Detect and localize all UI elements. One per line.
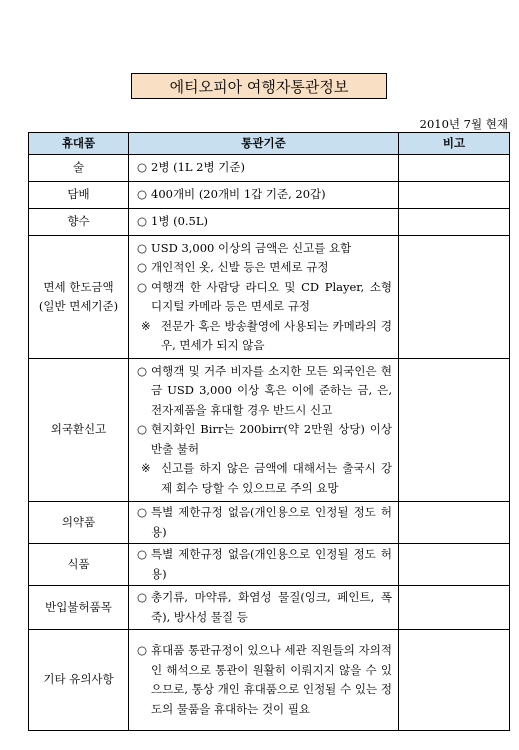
header-item: 휴대품 xyxy=(29,133,129,155)
bullet-circle-icon: ○ xyxy=(137,279,148,294)
date-note: 2010년 7월 현재 xyxy=(419,117,508,131)
table-row xyxy=(29,209,510,236)
table-row xyxy=(29,502,510,544)
rule-line xyxy=(137,258,392,278)
rule-cell xyxy=(129,502,399,544)
item-label: 의약품 xyxy=(61,514,96,529)
rule-line xyxy=(137,317,392,356)
table-header-row xyxy=(29,133,510,155)
table-row xyxy=(29,544,510,586)
item-cell xyxy=(29,209,129,236)
rule-cell xyxy=(129,359,399,502)
table-row xyxy=(29,359,510,502)
table-row xyxy=(29,236,510,359)
item-cell xyxy=(29,502,129,544)
rule-line xyxy=(137,641,392,719)
bullet-circle-icon: ○ xyxy=(137,160,148,175)
rule-text: 신고를 하지 않은 금액에 대해서는 출국시 강제 회수 당할 수 있으므로 주의 요망 xyxy=(161,461,392,495)
note-cell xyxy=(399,155,510,182)
item-cell xyxy=(29,586,129,630)
rule-cell xyxy=(129,182,399,209)
rule-line xyxy=(137,362,392,421)
rule-line xyxy=(137,239,392,259)
rule-text: 휴대품 통관규정이 있으나 세관 직원들의 자의적인 해석으로 통관이 원활히 이뤄지지 않을 수 있으므로, 통상 개인 휴대품으로 인정될 수 있는 정도의 물품을 휴대하는 것이 필요 xyxy=(151,643,392,716)
rule-text: 여행객 한 사람당 라디오 및 CD Player, 소형 디지털 카메라 등은 면세로 규정 xyxy=(151,279,392,313)
item-label: (일반 면세기준) xyxy=(38,299,119,313)
note-cell xyxy=(399,586,510,630)
note-cell xyxy=(399,182,510,209)
bullet-circle-icon: ○ xyxy=(137,187,148,202)
bullet-circle-icon: ○ xyxy=(137,590,148,604)
item-label: 식품 xyxy=(67,556,90,571)
bullet-circle-icon: ○ xyxy=(137,505,148,519)
rule-line xyxy=(137,420,392,459)
rule-line xyxy=(137,158,392,178)
rule-cell xyxy=(129,586,399,630)
rule-cell xyxy=(129,630,399,731)
item-cell xyxy=(29,359,129,502)
rule-cell xyxy=(129,544,399,586)
rule-cell xyxy=(129,155,399,182)
rule-text: 2병 (1L 2병 기준) xyxy=(151,160,245,175)
table-row xyxy=(29,155,510,182)
rule-text: 전문가 혹은 방송촬영에 사용되는 카메라의 경우, 면세가 되지 않음 xyxy=(161,318,392,352)
note-cell xyxy=(399,209,510,236)
reference-mark-icon: ※ xyxy=(141,318,151,333)
rule-text: USD 3,000 이상의 금액은 신고를 요함 xyxy=(151,240,352,255)
rule-text: 1병 (0.5L) xyxy=(151,214,208,229)
note-cell xyxy=(399,544,510,586)
rule-line xyxy=(137,278,392,317)
item-cell xyxy=(29,155,129,182)
item-label: 면세 한도금액 xyxy=(43,279,114,294)
item-cell xyxy=(29,544,129,586)
note-cell xyxy=(399,502,510,544)
rule-text: 여행객 및 거주 비자를 소지한 모든 외국인은 현금 USD 3,000 이상 혹은 이에 준하는 금, 은, 전자제품을 휴대할 경우 반드시 신고 xyxy=(151,363,392,417)
bullet-circle-icon: ○ xyxy=(137,422,148,437)
table-row xyxy=(29,182,510,209)
item-label: 반입불허품목 xyxy=(45,599,112,614)
item-cell xyxy=(29,236,129,359)
rule-line xyxy=(137,212,392,232)
table-body xyxy=(29,155,510,731)
note-cell xyxy=(399,359,510,502)
bullet-circle-icon: ○ xyxy=(137,260,148,274)
note-cell xyxy=(399,630,510,731)
rule-text: 400개비 (20개비 1갑 기준, 20갑) xyxy=(151,187,326,202)
rule-text: 특별 제한규정 없음(개인용으로 인정될 정도 허용) xyxy=(151,505,392,539)
rule-cell xyxy=(129,209,399,236)
item-label: 외국환신고 xyxy=(50,422,107,437)
note-cell xyxy=(399,236,510,359)
rule-line xyxy=(137,545,392,584)
rule-text: 개인적인 옷, 신발 등은 면세로 규정 xyxy=(151,260,329,274)
item-label: 기타 유의사항 xyxy=(43,672,114,687)
reference-mark-icon: ※ xyxy=(141,461,151,476)
customs-table xyxy=(28,132,510,731)
header-note: 비고 xyxy=(399,133,510,155)
rule-line xyxy=(137,588,392,627)
item-cell xyxy=(29,630,129,731)
page-title: 에티오피아 여행자통관정보 xyxy=(131,73,387,99)
rule-text: 특별 제한규정 없음(개인용으로 인정될 정도 허용) xyxy=(151,547,392,581)
rule-cell xyxy=(129,236,399,359)
bullet-circle-icon: ○ xyxy=(137,240,148,255)
rule-line xyxy=(137,185,392,205)
item-label: 술 xyxy=(72,160,85,175)
bullet-circle-icon: ○ xyxy=(137,363,148,378)
rule-line xyxy=(137,503,392,542)
bullet-circle-icon: ○ xyxy=(137,643,148,657)
item-cell xyxy=(29,182,129,209)
header-rule: 통관기준 xyxy=(129,133,399,155)
bullet-circle-icon: ○ xyxy=(137,547,148,561)
item-label: 향수 xyxy=(67,214,90,229)
rule-line xyxy=(137,459,392,498)
bullet-circle-icon: ○ xyxy=(137,214,148,229)
item-label: 담배 xyxy=(67,187,90,202)
rule-text: 현지화인 Birr는 200birr(약 2만원 상당) 이상 반출 불허 xyxy=(151,422,392,456)
rule-text: 총기류, 마약류, 화염성 물질(잉크, 페인트, 폭죽), 방사성 물질 등 xyxy=(151,590,392,624)
table-row xyxy=(29,630,510,731)
table-row xyxy=(29,586,510,630)
